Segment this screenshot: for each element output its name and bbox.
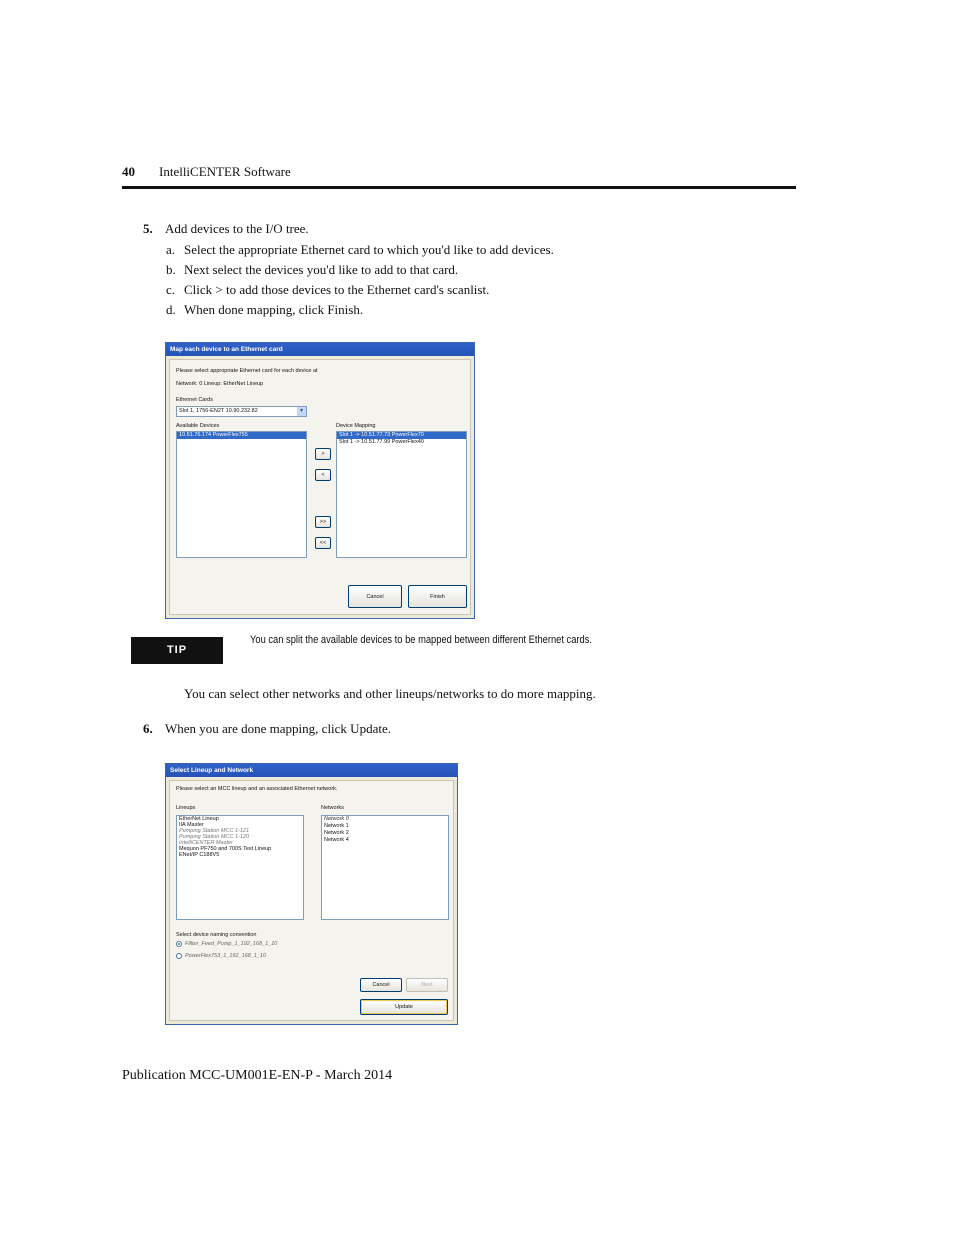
- tip-text: You can split the available devices to be mapped between different Ethernet cards.: [250, 634, 593, 646]
- more-mapping-paragraph: You can select other networks and other lineups/networks to do more mapping.: [184, 686, 596, 701]
- list-item[interactable]: ENet/IP C188V5: [179, 852, 220, 858]
- substep-b: [166, 262, 458, 278]
- substep-d: [166, 302, 363, 318]
- dialog-body: [169, 359, 471, 615]
- update-button[interactable]: Update: [360, 999, 448, 1015]
- available-devices-list[interactable]: [176, 431, 307, 558]
- ethernet-card-value: Slot 1, 1756-EN2T 10.90.232.82: [179, 408, 258, 414]
- list-item[interactable]: 10.51.76.174 PowerFlex755: [177, 432, 306, 439]
- dialog-body: [169, 780, 454, 1021]
- list-item[interactable]: Pumping Station MCC 1-121: [179, 828, 250, 834]
- substep-letter: d.: [166, 302, 176, 317]
- lineups-label: Lineups: [176, 805, 196, 811]
- step-5-text: Add devices to the I/O tree.: [165, 221, 309, 236]
- substep-a: [166, 242, 554, 258]
- substep-text: Next select the devices you'd like to add to that card.: [184, 262, 459, 277]
- list-item[interactable]: IIA Master: [179, 822, 204, 828]
- remove-all-button[interactable]: <<: [315, 537, 331, 549]
- network-lineup-line: Network: 0 Lineup: EtherNet Lineup: [176, 381, 264, 387]
- list-item[interactable]: Slot 1 -> 10.51.77.73 PowerFlex70: [337, 432, 466, 439]
- list-item[interactable]: EtherNet Lineup: [179, 816, 219, 822]
- step-6: [143, 721, 391, 737]
- add-device-button[interactable]: >: [315, 448, 331, 460]
- substep-c: [166, 282, 489, 298]
- device-mapping-label: Device Mapping: [336, 423, 376, 429]
- list-item[interactable]: Network 1: [324, 823, 349, 829]
- page-number: 40: [122, 164, 135, 179]
- substep-letter: b.: [166, 262, 176, 277]
- networks-list[interactable]: [321, 815, 449, 920]
- naming-radio-2[interactable]: [176, 953, 182, 959]
- list-item[interactable]: Pumping Station MCC 1-120: [179, 834, 250, 840]
- naming-option-2: PowerFlex753_1_192_168_1_10: [185, 953, 267, 959]
- substep-text: Select the appropriate Ethernet card to which you'd like to add devices.: [184, 242, 554, 257]
- naming-convention-label: Select device naming convention: [176, 932, 257, 938]
- cancel-button[interactable]: Cancel: [348, 585, 402, 608]
- list-item[interactable]: Slot 1 -> 10.51.77.99 PowerFlex40: [339, 439, 424, 445]
- networks-label: Networks: [321, 805, 344, 811]
- dialog-instruction: Please select an MCC lineup and an associated Ethernet network.: [176, 786, 338, 792]
- running-title: IntelliCENTER Software: [159, 164, 291, 179]
- dialog-instruction: Please select appropriate Ethernet card for each device at: [176, 368, 318, 374]
- cancel-button[interactable]: Cancel: [360, 978, 402, 992]
- step-6-number: 6.: [143, 721, 153, 736]
- next-button[interactable]: Next: [406, 978, 448, 992]
- step-5: [143, 221, 309, 237]
- dialog-titlebar: Select Lineup and Network: [166, 764, 457, 777]
- publication-footer: Publication MCC-UM001E-EN-P - March 2014: [122, 1068, 393, 1083]
- step-6-text: When you are done mapping, click Update.: [165, 721, 391, 736]
- map-device-dialog: [165, 342, 475, 619]
- tip-label: TIP: [131, 637, 223, 664]
- naming-option-1: Fillter_Feed_Pump_1_192_168_1_10: [185, 941, 278, 947]
- chevron-down-icon[interactable]: ▾: [297, 407, 306, 416]
- dialog-titlebar: Map each device to an Ethernet card: [166, 343, 474, 356]
- list-item[interactable]: Network 0: [324, 816, 349, 822]
- ethernet-cards-label: Ethernet Cards: [176, 397, 213, 403]
- list-item[interactable]: Mequon PF750 and 700S Test Lineup: [179, 846, 272, 852]
- device-mapping-list[interactable]: [336, 431, 467, 558]
- add-all-button[interactable]: >>: [315, 516, 331, 528]
- select-lineup-dialog: [165, 763, 458, 1025]
- substep-text: Click > to add those devices to the Ethernet card's scanlist.: [184, 282, 490, 297]
- list-item[interactable]: IntelliCENTER Master: [179, 840, 233, 846]
- list-item[interactable]: Network 4: [324, 837, 349, 843]
- lineups-list[interactable]: [176, 815, 304, 920]
- naming-radio-1[interactable]: [176, 941, 182, 947]
- list-item[interactable]: Network 2: [324, 830, 349, 836]
- remove-device-button[interactable]: <: [315, 469, 331, 481]
- substep-letter: a.: [166, 242, 176, 257]
- substep-letter: c.: [166, 282, 176, 297]
- step-5-number: 5.: [143, 221, 153, 236]
- header-rule: [122, 186, 796, 189]
- finish-button[interactable]: Finish: [408, 585, 467, 608]
- ethernet-card-select[interactable]: [176, 406, 307, 417]
- substep-text: When done mapping, click Finish.: [184, 302, 364, 317]
- available-devices-label: Available Devices: [176, 423, 220, 429]
